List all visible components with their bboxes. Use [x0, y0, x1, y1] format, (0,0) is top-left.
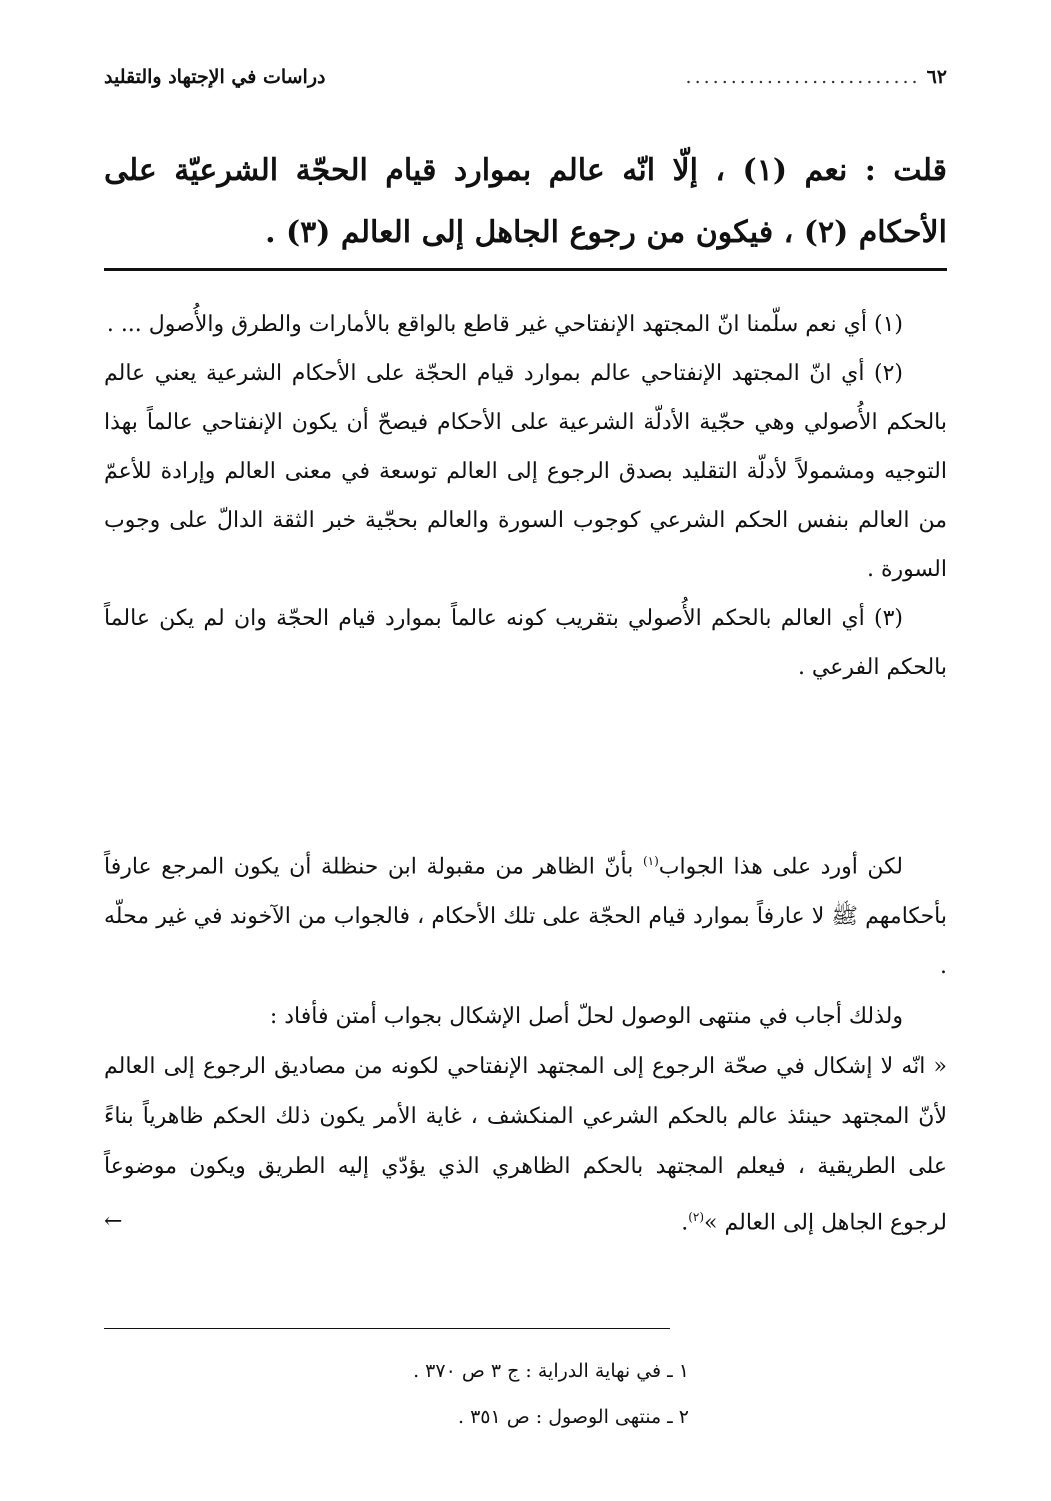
footnote-ref-2: (٢)	[688, 1210, 705, 1225]
book-title: دراسات في الإجتهاد والتقليد	[104, 66, 326, 88]
footnote-3: (٣) أي العالم بالحكم الأُصولي بتقريب كونه عالماً بموارد قيام الحجّة وان لم يكن عالماً بالحكم الفرعي .	[104, 606, 947, 680]
body-paragraph-3-quote: « انّه لا إشكال في صحّة الرجوع إلى المجتهد الإنفتاحي لكونه من مصاديق الرجوع إلى العالم لأنّ المجتهد حينئذ عالم بالحكم الشرعي المنكشف ، غاية الأمر يكون ذلك الحكم ظاهرياً بناءً على الطريقية ، فيعلم المجتهد بالحكم الظاهري الذي يؤدّي إليه الطريق ويكون موضوعاً لرجوع الجاهل إلى العالم »	[104, 1054, 947, 1236]
page-number: ٦٢	[926, 66, 947, 88]
reference-1: ١ ـ في نهاية الدراية : ج ٣ ص ٣٧٠ .	[413, 1360, 689, 1382]
body-text-block	[104, 836, 947, 1249]
footnote-ref-1: (١)	[642, 854, 659, 868]
body-paragraph-1	[104, 836, 947, 992]
header-leader-dots: ..........................	[685, 66, 921, 88]
running-header	[104, 62, 947, 92]
continuation-arrow-icon: ←	[104, 1208, 123, 1234]
reference-2: ٢ ـ منتهى الوصول : ص ٣٥١ .	[458, 1406, 689, 1428]
main-statement: قلت : نعم (١) ، إلّا انّه عالم بموارد قيام الحجّة الشرعيّة على الأحكام (٢) ، فيكون من رجوع الجاهل إلى العالم (٣) .	[104, 153, 947, 250]
body-paragraph-1-text-b: بأنّ الظاهر من مقبولة ابن حنظلة أن يكون المرجع عارفاً بأحكامهم ﷺ لا عارفاً بموارد قيام الحجّة على تلك الأحكام ، فالجواب من الآخوند في غير محلّه .	[104, 854, 947, 980]
commentary-footnotes	[104, 300, 947, 692]
body-paragraph-3	[104, 1042, 947, 1248]
main-text-block	[104, 140, 947, 264]
references-divider	[104, 1328, 670, 1329]
references	[104, 1348, 689, 1440]
main-text-divider	[104, 268, 947, 271]
footnote-2: (٢) أي انّ المجتهد الإنفتاحي عالم بموارد قيام الحجّة على الأحكام الشرعية يعني عالم بالحكم الأُصولي وهي حجّية الأدلّة الشرعية على الأحكام فيصحّ أن يكون الإنفتاحي عالماً بهذا التوجيه ومشمولاً لأدلّة التقليد بصدق الرجوع إلى العالم توسعة في معنى العالم وإرادة للأعمّ من العالم بنفس الحكم الشرعي كوجوب السورة والعالم بحجّية خبر الثقة الدالّ على وجوب السورة .	[104, 361, 947, 582]
body-paragraph-2: ولذلك أجاب في منتهى الوصول لحلّ أصل الإشكال بجواب أمتن فأفاد :	[269, 1004, 903, 1030]
body-paragraph-3-end: .	[681, 1210, 689, 1236]
body-paragraph-1-text-a: لكن أورد على هذا الجواب	[658, 854, 903, 880]
footnote-1: (١) أي نعم سلّمنا انّ المجتهد الإنفتاحي غير قاطع بالواقع بالأمارات والطرق والأُصول ... .	[106, 312, 903, 337]
